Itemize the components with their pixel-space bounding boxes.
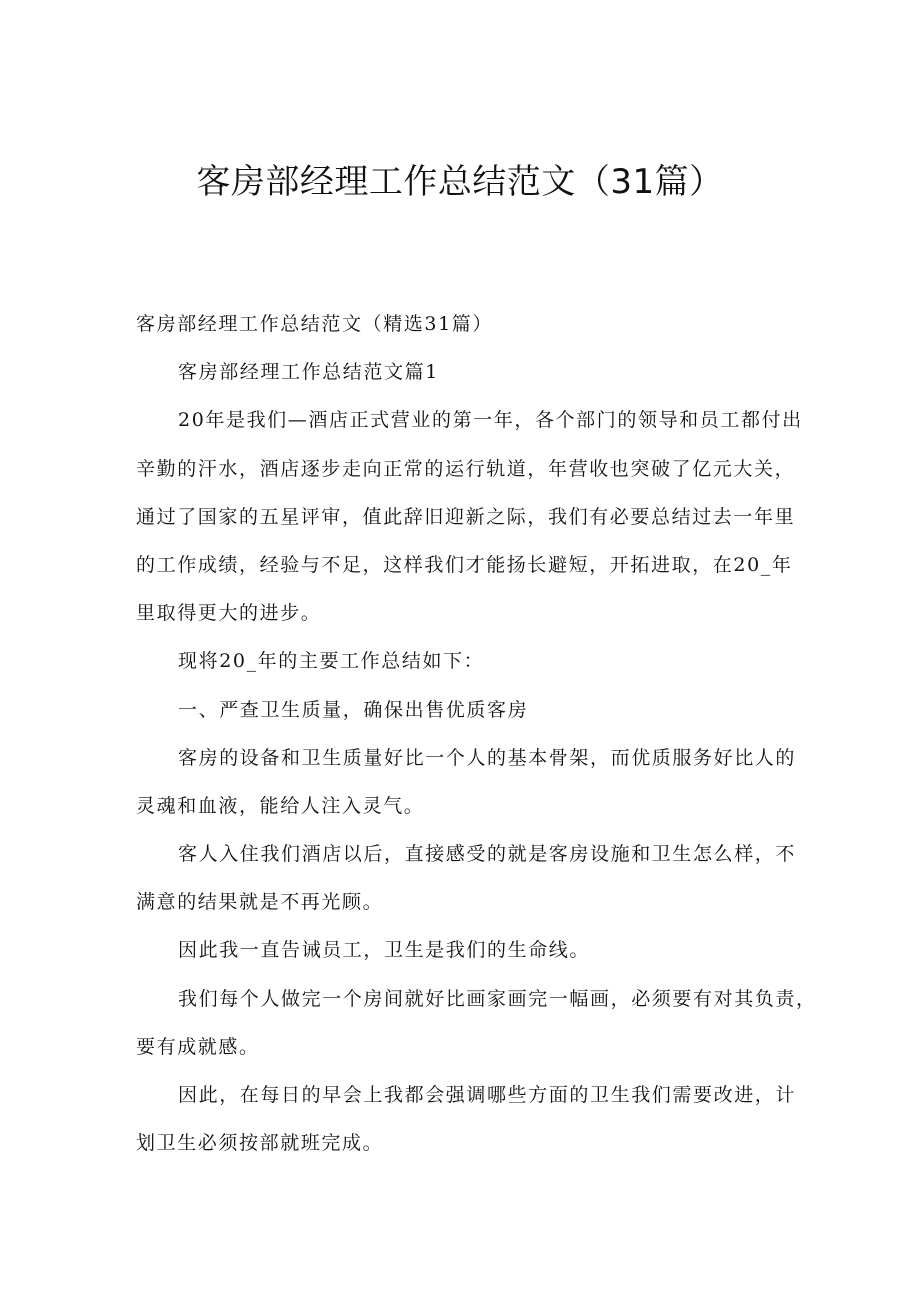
section-heading: 客房部经理工作总结范文篇1 bbox=[178, 361, 439, 384]
text-line: 划卫生必须按部就班完成。 bbox=[136, 1132, 384, 1155]
section-heading: 一、严查卫生质量，确保出售优质客房 bbox=[178, 698, 529, 721]
text-line: 通过了国家的五星评审，值此辞旧迎新之际，我们有必要总结过去一年里 bbox=[136, 505, 796, 528]
text-line: 因此，在每日的早会上我都会强调哪些方面的卫生我们需要改进，计 bbox=[178, 1084, 797, 1106]
text-line: 现将20_年的主要工作总结如下： bbox=[178, 650, 485, 673]
text-line: 客房的设备和卫生质量好比一个人的基本骨架，而优质服务好比人的 bbox=[178, 746, 797, 769]
text-line: 满意的结果就是不再光顾。 bbox=[136, 891, 384, 914]
text-line: 辛勤的汗水，酒店逐步走向正常的运行轨道，年营收也突破了亿元大关， bbox=[136, 457, 796, 480]
document-title: 客房部经理工作总结范文（31篇） bbox=[196, 162, 724, 202]
text-line: 我们每个人做完一个房间就好比画家画完一幅画，必须要有对其负责， bbox=[178, 987, 817, 1010]
text-line: 客房部经理工作总结范文（精选31篇） bbox=[136, 313, 493, 335]
text-line: 因此我一直告诫员工，卫生是我们的生命线。 bbox=[178, 939, 591, 962]
document-body bbox=[136, 308, 816, 1175]
text-line: 要有成就感。 bbox=[136, 1035, 260, 1058]
text-line: 20年是我们—酒店正式营业的第一年，各个部门的领导和员工都付出 bbox=[178, 409, 803, 432]
text-line: 的工作成绩，经验与不足，这样我们才能扬长避短，开拓进取，在20_年 bbox=[136, 553, 793, 576]
text-line: 客人入住我们酒店以后，直接感受的就是客房设施和卫生怎么样，不 bbox=[178, 843, 797, 866]
text-line: 里取得更大的进步。 bbox=[136, 602, 322, 625]
text-line: 灵魂和血液，能给人注入灵气。 bbox=[136, 794, 425, 817]
